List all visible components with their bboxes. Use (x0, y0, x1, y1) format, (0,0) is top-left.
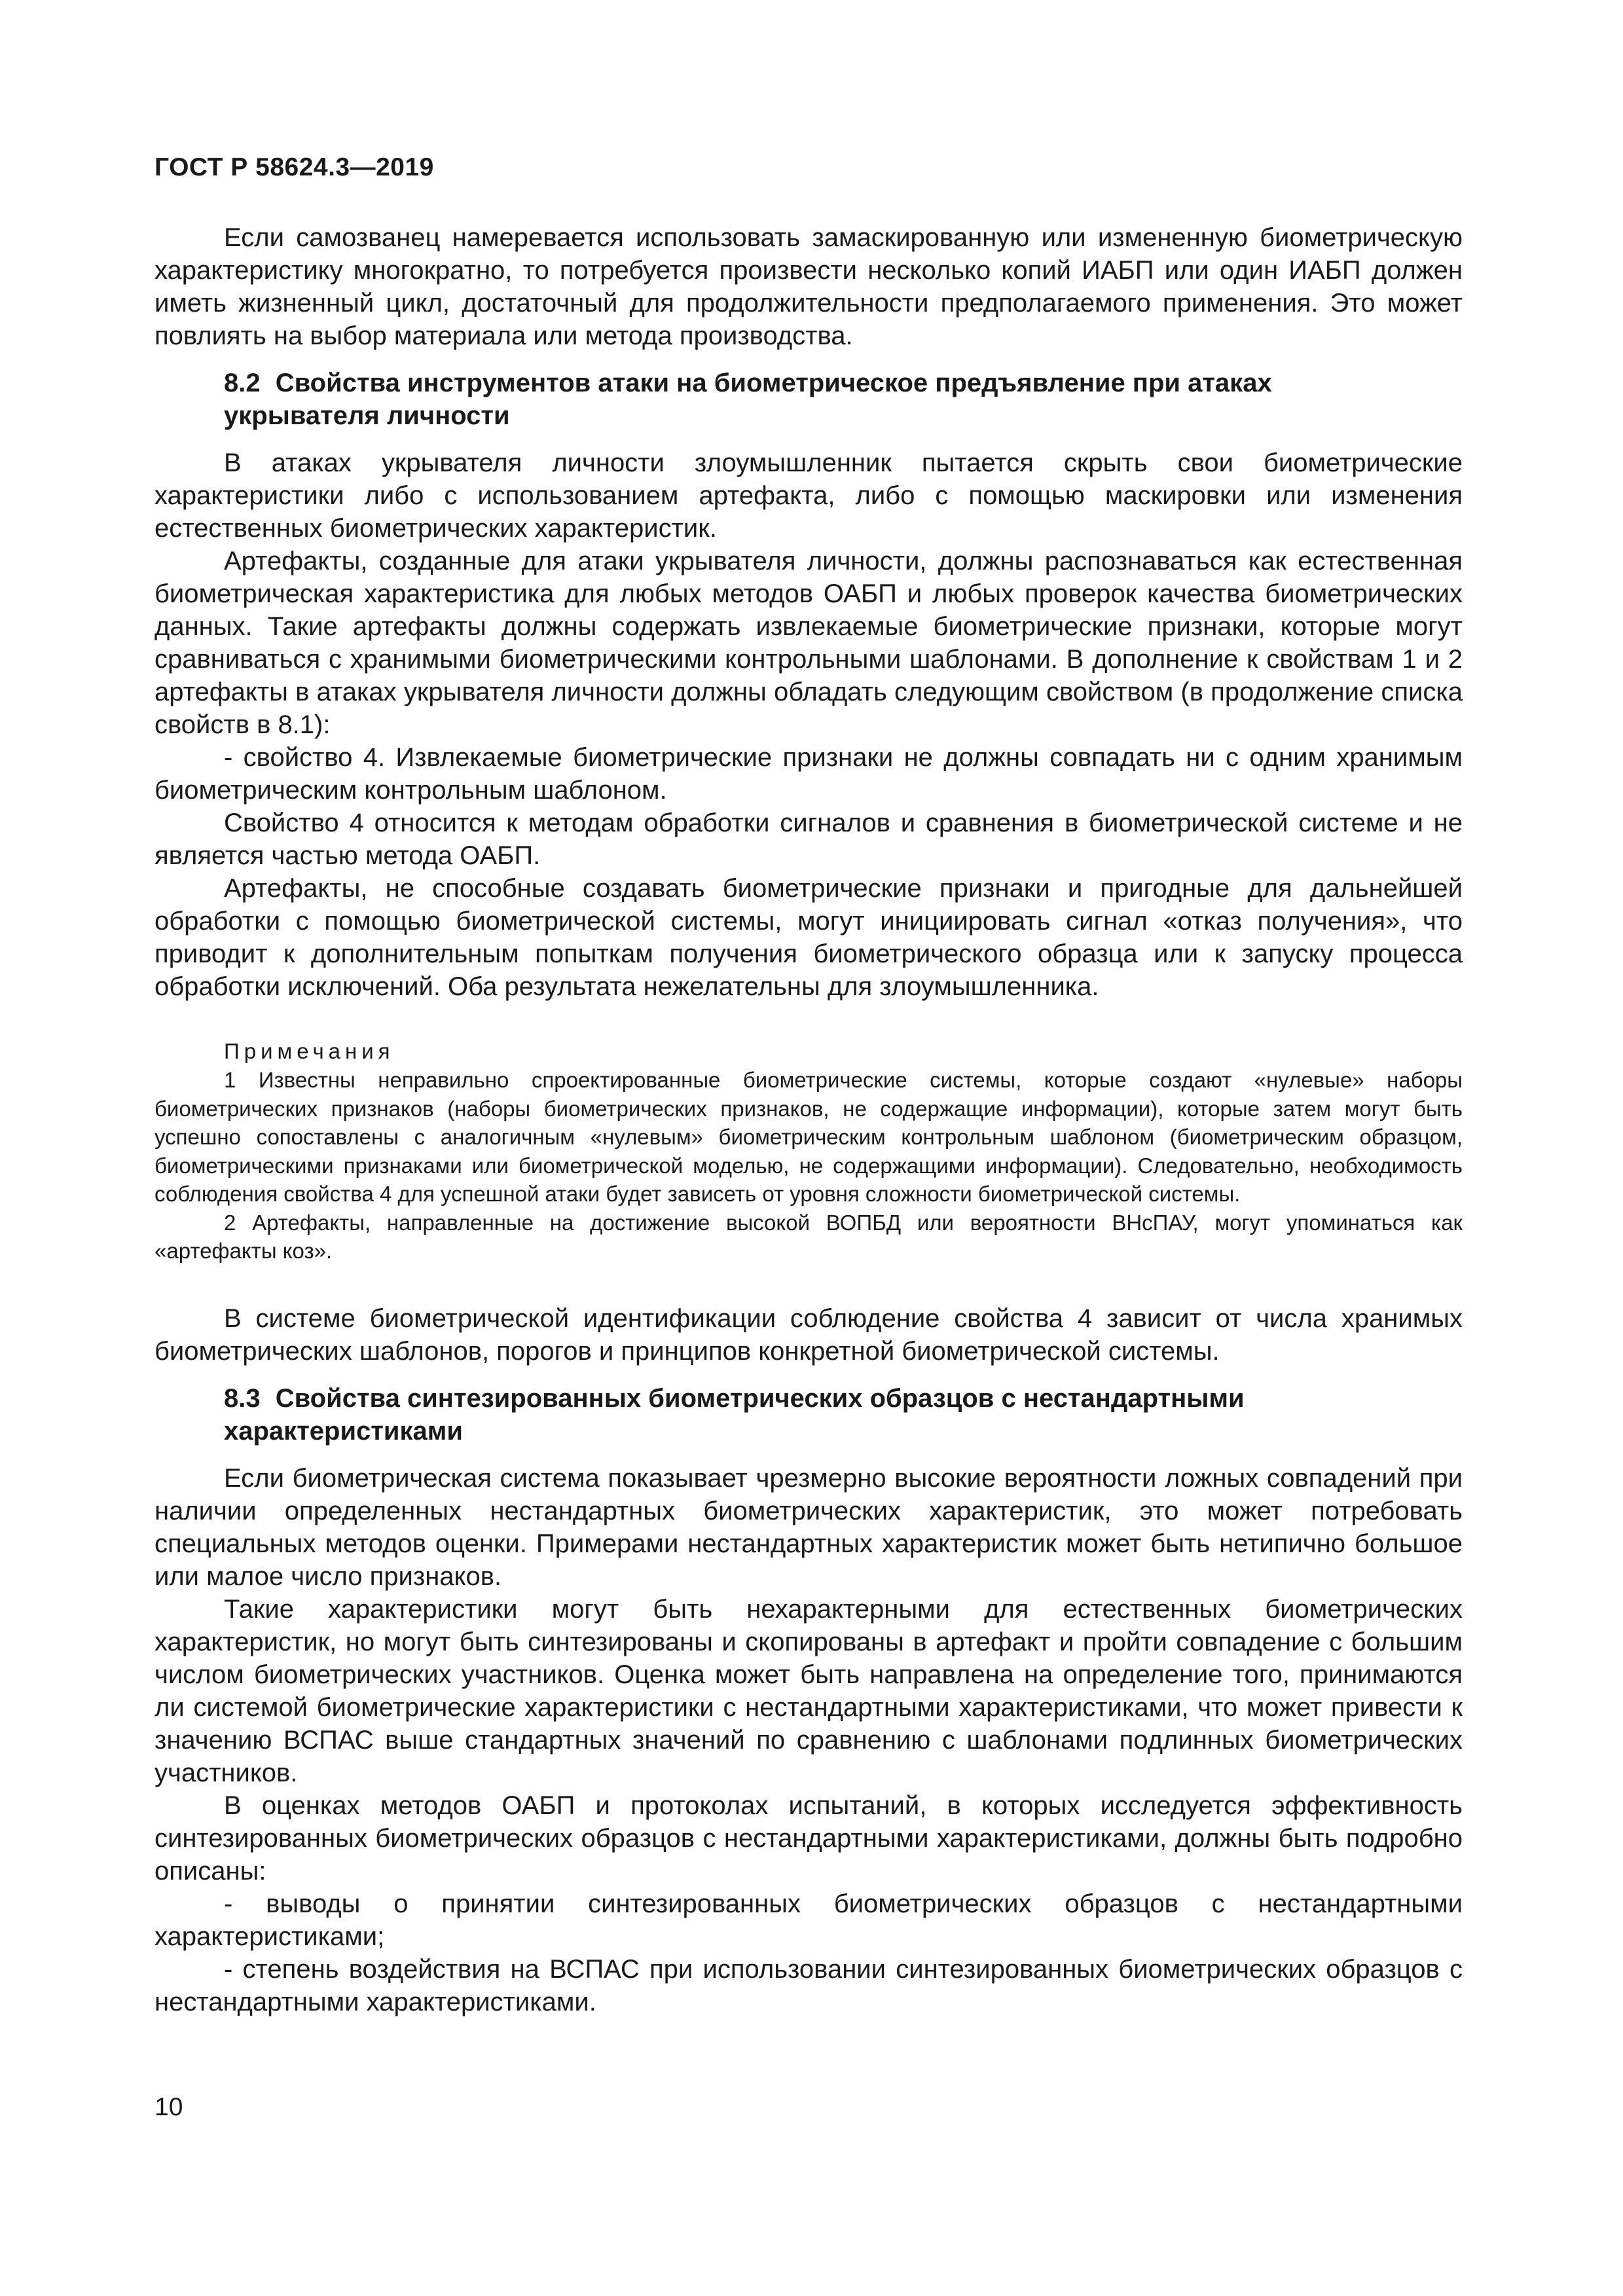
paragraph: В оценках методов ОАБП и протоколах испытаний, в которых исследуется эффективность синтезированных биометрических образцов с нестандартными характеристиками, должны быть подробно описаны: (155, 1791, 1463, 1886)
section-heading-8-2 (224, 367, 1396, 432)
list-item: - степень воздействия на ВСПАС при использовании синтезированных биометрических образцов с нестандартными характеристиками. (155, 1954, 1463, 2016)
paragraph: Свойство 4 относится к методам обработки сигналов и сравнения в биометрической системе и не является частью метода ОАБП. (155, 809, 1463, 870)
section-number: 8.2 (224, 369, 261, 397)
section-heading-8-3 (224, 1382, 1396, 1448)
list-item: - свойство 4. Извлекаемые биометрические признаки не должны совпадать ни с одним хранимым биометрическим контрольным шаблоном. (155, 743, 1463, 805)
paragraph: В системе биометрической идентификации соблюдение свойства 4 зависит от числа хранимых биометрических шаблонов, порогов и принципов конкретной биометрической системы. (155, 1303, 1463, 1366)
paragraph: Артефакты, созданные для атаки укрывателя личности, должны распознаваться как естественная биометрическая характеристика для любых методов ОАБП и любых проверок качества биометрических данных. Такие артефакты должны содержать извлекаемые биометрические признаки, которые могут сравниваться с хранимыми биометрическими контрольными шаблонами. В дополнение к свойствам 1 и 2 артефакты в атаках укрывателя личности должны обладать следующим свойством (в продолжение списка свойств в 8.1): (155, 547, 1463, 739)
notes-block (155, 1037, 1463, 1266)
note-item: 2 Артефакты, направленные на достижение высокой ВОПБД или вероятности ВНсПАУ, могут упоминаться как «артефакты коз». (155, 1210, 1463, 1263)
note-item: 1 Известны неправильно спроектированные биометрические системы, которые создают «нулевые» наборы биометрических признаков (наборы биометрических признаков, не содержащие информации), которые затем могут быть успешно сопоставлены с аналогичным «нулевым» биометрическим контрольным шаблоном (биометрическим образцом, биометрическими признаками или биометрической моделью, не содержащими информации). Следовательно, необходимость соблюдения свойства 4 для успешной атаки будет зависеть от уровня сложности биометрической системы. (155, 1068, 1463, 1206)
list-item: - выводы о принятии синтезированных биометрических образцов с нестандартными характеристиками; (155, 1889, 1463, 1951)
paragraph: Если биометрическая система показывает чрезмерно высокие вероятности ложных совпадений при наличии определенных нестандартных биометрических характеристик, это может потребовать специальных методов оценки. Примерами нестандартных характеристик может быть нетипично большое или малое число признаков. (155, 1463, 1463, 1591)
page-number: 10 (155, 2093, 183, 2121)
paragraph: Артефакты, не способные создавать биометрические признаки и пригодные для дальнейшей обработки с помощью биометрической системы, могут инициировать сигнал «отказ получения», что приводит к дополнительным попыткам получения биометрического образца или к запуску процесса обработки исключений. Оба результата нежелательны для злоумышленника. (155, 874, 1463, 1001)
paragraph: В атаках укрывателя личности злоумышленник пытается скрыть свои биометрические характеристики либо с использованием артефакта, либо с помощью маскировки или изменения естественных биометрических характеристик. (155, 448, 1463, 543)
notes-title: Примечания (224, 1039, 395, 1063)
section-title: Свойства инструментов атаки на биометрическое предъявление при атаках укрывателя личности (224, 369, 1272, 430)
page-content (155, 221, 1463, 2018)
paragraph: Если самозванец намеревается использовать замаскированную или измененную биометрическую характеристику многократно, то потребуется произвести несколько копий ИАБП или один ИАБП должен иметь жизненный цикл, достаточный для продолжительности предполагаемого применения. Это может повлиять на выбор материала или метода производства. (155, 223, 1463, 350)
section-number: 8.3 (224, 1383, 261, 1413)
section-title: Свойства синтезированных биометрических образцов с нестандартными характеристиками (224, 1383, 1245, 1446)
document-header: ГОСТ Р 58624.3—2019 (155, 153, 434, 181)
paragraph: Такие характеристики могут быть нехарактерными для естественных биометрических характеристик, но могут быть синтезированы и скопированы в артефакт и пройти совпадение с большим числом биометрических участников. Оценка может быть направлена на определение того, принимаются ли системой биометрические характеристики с нестандартными характеристиками, что может привести к значению ВСПАС выше стандартных значений по сравнению с шаблонами подлинных биометрических участников. (155, 1594, 1463, 1787)
